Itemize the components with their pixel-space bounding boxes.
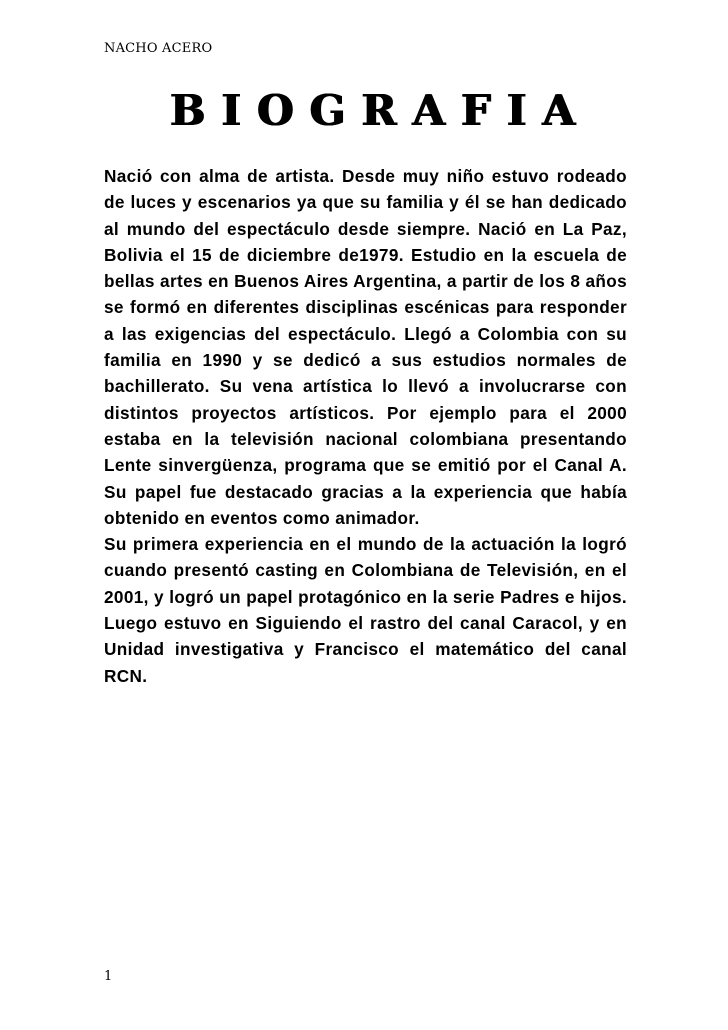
page-title: BIOGRAFIA — [170, 86, 592, 135]
biography-body — [104, 163, 627, 689]
biography-paragraph-1: Nació con alma de artista. Desde muy niño estuvo rodeado de luces y escenarios ya que su familia y él se han dedicado al mundo del espectáculo desde siempre. Nació en La Paz, Bolivia el 15 de diciembre de1979. Estudio en la escuela de bellas artes en Buenos Aires Argentina, a partir de los 8 años se formó en diferentes disciplinas escénicas para responder a las exigencias del espectáculo. Llegó a Colombia con su familia en 1990 y se dedicó a sus estudios normales de bachillerato. Su vena artística lo llevó a involucrarse con distintos proyectos artísticos. Por ejemplo para el 2000 estaba en la televisión nacional colombiana presentando Lente sinvergüenza, programa que se emitió por el Canal A. Su papel fue destacado gracias a la experiencia que había obtenido en eventos como animador. — [104, 166, 627, 528]
biography-paragraph-2: Su primera experiencia en el mundo de la actuación la logró cuando presentó casting en Colombiana de Televisión, en el 2001, y logró un papel protagónico en la serie Padres e hijos. Luego estuvo en Siguiendo el rastro del canal Caracol, y en Unidad investigativa y Francisco el matemático del canal RCN. — [104, 534, 627, 686]
running-header-author: NACHO ACERO — [104, 41, 213, 56]
page-number: 1 — [104, 969, 113, 984]
